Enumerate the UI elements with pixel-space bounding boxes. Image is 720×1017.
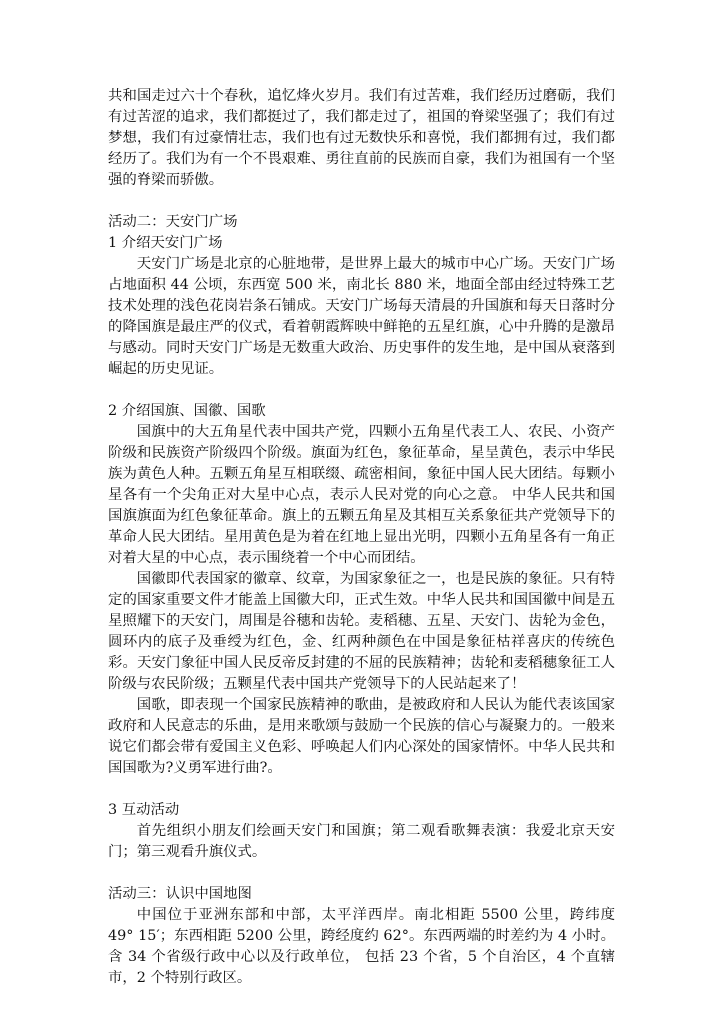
activity-two-title: 活动二：天安门广场 [108,214,238,230]
china-map-paragraph: 中国位于亚洲东部和中部，太平洋西岸。南北相距 5500 公里，跨纬度 49° 15′；东西相距 5200 公里，跨经度约 62°。东西两端的时差约为 4 小时。含 34 个省级行政中心以及行政单位， 包括 23 个省，5 个自治区，4 个直辖市，2 个特别行政区。 [108,907,615,986]
national-flag-paragraph: 国旗中的大五角星代表中国共产党，四颗小五角星代表工人、农民、小资产阶级和民族资产阶级四个阶级。旗面为红色，象征革命，星呈黄色，表示中华民族为黄色人种。五颗五角星互相联缀、疏密相间，象征中国人民大团结。每颗小星各有一个尖角正对大星中心点，表示人民对党的向心之意。 中华人民共和国国旗旗面为红色象征革命。旗上的五颗五角星及其相互关系象征共产党领导下的革命人民大团结。星用黄色是为着在红地上显出光明，四颗小五角星各有一角正对着大星的中心点，表示围绕着一个中心而团结。 [108,424,615,566]
activity-three-title: 活动三：认识中国地图 [108,886,252,902]
national-emblem-paragraph: 国徽即代表国家的徽章、纹章，为国家象征之一，也是民族的象征。只有特定的国家重要文件才能盖上国徽大印，正式生效。中华人民共和国国徽中间是五星照耀下的天安门，周围是谷穗和齿轮。麦稻穗、五星、天安门、齿轮为金色，圆环内的底子及垂绶为红色，金、红两种颜色在中国是象征枯祥喜庆的传统色彩。天安门象征中国人民反帝反封建的不屈的民族精神；齿轮和麦稻穗象征工人阶级与农民阶级；五颗星代表中国共产党领导下的人民站起来了！ [108,571,615,692]
section-three-heading: 3 互动活动 [108,802,180,818]
spacer [108,191,615,212]
intro-paragraph: 共和国走过六十个春秋，追忆烽火岁月。我们有过苦难，我们经历过磨砺，我们有过苦涩的追求，我们都挺过了，我们都走过了，祖国的脊梁坚强了；我们有过梦想，我们有过豪情壮志，我们也有过无数快乐和喜悦，我们都拥有过，我们都经历了。我们为有一个不畏艰难、勇往直前的民族而自豪，我们为祖国有一个坚强的脊梁而骄傲。 [108,88,615,188]
interactive-activity-paragraph: 首先组织小朋友们绘画天安门和国旗；第二观看歌舞表演：我爱北京天安门；第三观看升旗仪式。 [108,823,615,860]
document-page [108,86,615,989]
spacer [108,863,615,884]
spacer [108,380,615,401]
section-two-heading: 2 介绍国旗、国徽、国歌 [108,403,266,419]
national-anthem-paragraph: 国歌，即表现一个国家民族精神的歌曲，是被政府和人民认为能代表该国家政府和人民意志的乐曲，是用来歌颂与鼓励一个民族的信心与凝聚力的。一般来说它们都会带有爱国主义色彩、呼唤起人们内心深处的国家情怀。中华人民共和国国歌为?义勇军进行曲?。 [108,697,615,776]
section-one-heading: 1 介绍天安门广场 [108,235,223,251]
spacer [108,779,615,800]
tiananmen-paragraph: 天安门广场是北京的心脏地带，是世界上最大的城市中心广场。天安门广场占地面积 44 公顷，东西宽 500 米，南北长 880 米，地面全部由经过特殊工艺技术处理的浅色花岗岩条石铺成。天安门广场每天清晨的升国旗和每天日落时分的降国旗是最庄严的仪式，看着朝霞辉映中鲜艳的五星红旗，心中升腾的是激昂与感动。同时天安门广场是无数重大政治、历史事件的发生地，是中国从衰落到崛起的历史见证。 [108,256,615,377]
